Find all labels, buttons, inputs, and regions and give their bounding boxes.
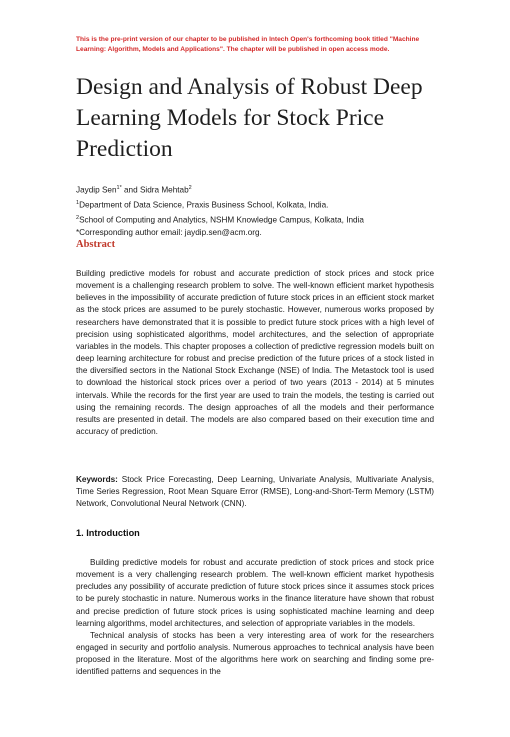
paper-title: Design and Analysis of Robust Deep Learning Models for Stock Price Prediction bbox=[76, 74, 423, 162]
correspondence-line: *Corresponding author email: jaydip.sen@acm.org. bbox=[76, 227, 262, 237]
introduction-body bbox=[76, 557, 434, 679]
author-name: Sidra Mehtab bbox=[139, 185, 189, 195]
preprint-notice: This is the pre-print version of our chapter to be published in Intech Open's forthcoming book titled "Machine Learning: Algorithm, Models and Applications". The chapter will be published in open access mode. bbox=[76, 36, 420, 53]
keywords bbox=[76, 474, 434, 510]
author-marks: 2 bbox=[188, 185, 192, 191]
abstract-heading: Abstract bbox=[76, 239, 116, 250]
affiliation-text: Department of Data Science, Praxis Business School, Kolkata, India. bbox=[79, 200, 329, 210]
author-marks: 1* bbox=[116, 185, 122, 191]
affiliation-line bbox=[76, 212, 456, 227]
keywords-list: Stock Price Forecasting, Deep Learning, Univariate Analysis, Multivariate Analysis, Time Series Regression, Root Mean Square Error (RMSE), Long-and-Short-Term Memory (LSTM) Network, Convolutional Neural Network (CNN). bbox=[76, 475, 434, 509]
author-block bbox=[76, 182, 456, 239]
section-heading: 1. Introduction bbox=[76, 528, 140, 538]
paragraph: Technical analysis of stocks has been a very interesting area of work for the researchers engaged in security and portfolio analysis. Numerous approaches to technical analysis have been proposed in the literature. Most of the algorithms here work on searching and finding some pre-identified patterns and sequences in the bbox=[76, 630, 434, 677]
abstract-body: Building predictive models for robust and accurate prediction of stock prices and stock price movement is a challenging research problem to solve. The well-known efficient market hypothesis believes in the impossibility of accurate prediction of future stock prices in an efficient stock market as the stock prices are assumed to be purely stochastic. However, numerous works proposed by researchers have demonstrated that it is possible to predict future stock prices with a high level of precision using sophisticated algorithms, model architectures, and the selection of appropriate variables in the models. This chapter proposes a collection of predictive regression models built on deep learning architecture for robust and precise prediction of the future prices of a stock listed in the diversified sectors in the National Stock Exchange (NSE) of India. The Metastock tool is used to download the historical stock prices over a period of two years (2013 - 2014) at 5 minutes intervals. While the records for the first year are used to train the models, the testing is carried out using the remaining records. The design approaches of all the models and their performance results are presented in detail. The models are also compared based on their execution time and accuracy of prediction. bbox=[76, 269, 434, 437]
keywords-label: Keywords: bbox=[76, 475, 118, 484]
affiliation-mark: 1 bbox=[76, 199, 80, 206]
author-conjunction: and bbox=[121, 185, 140, 195]
paragraph: Building predictive models for robust and accurate prediction of stock prices and stock price movement is a very challenging research problem. The well-known efficient market hypothesis precludes any possibility of accurate prediction of future stock prices since it assumes stock prices to be purely stochastic in nature. Numerous works in the finance literature have shown that robust and precise prediction of future stock prices is using sophisticated machine learning and deep learning algorithms, model architectures, and selection of appropriate variables in the models. bbox=[76, 558, 434, 628]
affiliation-mark: 2 bbox=[76, 214, 80, 221]
author-name: Jaydip Sen bbox=[76, 185, 117, 195]
affiliation-line bbox=[76, 197, 456, 212]
affiliation-text: School of Computing and Analytics, NSHM Knowledge Campus, Kolkata, India bbox=[79, 215, 364, 225]
author-line bbox=[76, 182, 456, 197]
